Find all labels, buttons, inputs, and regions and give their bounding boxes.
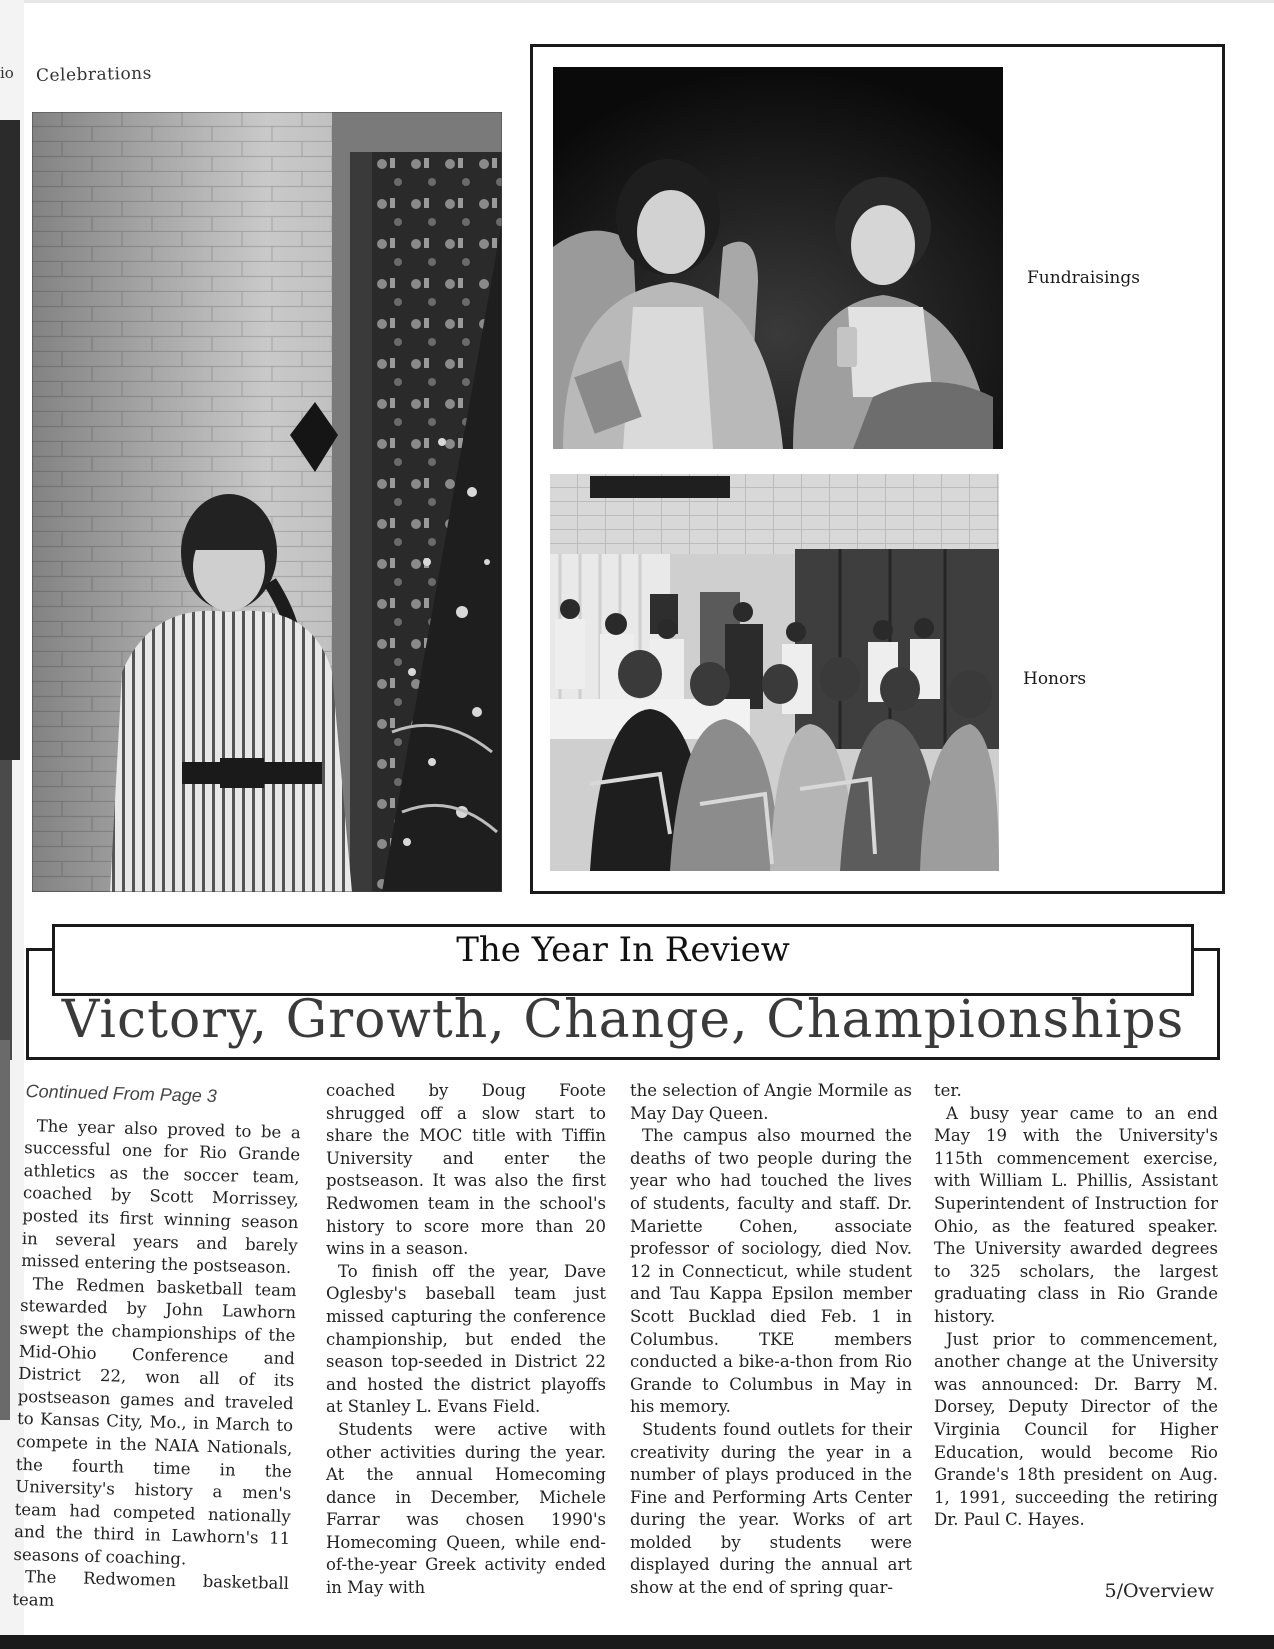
main-headline: Victory, Growth, Change, Championships — [61, 990, 1185, 1050]
caption-honors: Honors — [1023, 669, 1087, 689]
kicker-title: The Year In Review — [456, 930, 790, 970]
section-label: Celebrations — [35, 63, 153, 86]
paragraph: The campus also mourned the deaths of two people during the year who had touched the lives of students, faculty and staff. Dr. Mariette Cohen, associate professor of sociology, died Nov. 12 in Connecticut, while student and Tau Kappa Epsilon member Scott Bucklad died Feb. 1 in Columbus. TKE members conducted a bike-a-thon from Rio Grande to Columbus in May in his memory. — [630, 1126, 912, 1417]
article-column-2 — [326, 1080, 606, 1600]
previous-page-text-fragment: io — [0, 64, 14, 82]
article-column-3 — [630, 1080, 912, 1600]
paragraph: ter. — [934, 1081, 962, 1100]
photo-fundraising-two-women — [553, 67, 1003, 449]
previous-page-edge — [0, 120, 20, 760]
paragraph: Just prior to commencement, another change at the University was announced: Dr. Barry M. Dorsey, Deputy Director of the Virginia Council for Higher Education, would become Rio Grande's 18th president on Aug. 1, 1991, succeeding the retiring Dr. Paul C. Hayes. — [934, 1329, 1218, 1530]
paragraph: Students were active with other activities during the year. At the annual Homecoming dance in December, Michele Farrar was chosen 1990's Homecoming Queen, while end-of-the-year Greek activity ended in May with — [326, 1419, 606, 1598]
previous-page-edge — [0, 760, 12, 1060]
paragraph: The Redwomen basketball team — [12, 1567, 290, 1610]
paragraph: The Redmen basketball team stewarded by John Lawhorn swept the championships of the Mid-Ohio Conference and District 22, won all of its postseason games and traveled to Kansas City, Mo., in March to compete in the NAIA Nationals, the fourth time in the University's history a men's team had competed nationally and the third in Lawhorn's 11 seasons of coaching. — [13, 1273, 297, 1569]
continued-from-note: Continued From Page 3 — [25, 1080, 218, 1106]
paragraph: Students found outlets for their creativity during the year in a number of plays produced in the Fine and Performing Arts Center during the year. Works of art molded by students were displayed during the annual art show at the end of spring quar- — [630, 1419, 912, 1598]
page-top-edge — [0, 0, 1274, 3]
paragraph: A busy year came to an end May 19 with the University's 115th commencement exercise, with William L. Phillis, Assistant Superintendent of Instruction for Ohio, as the featured speaker. The University awarded degrees to 325 scholars, the largest graduating class in Rio Grande history. — [934, 1103, 1218, 1326]
photo-student-holiday-door — [32, 112, 502, 892]
photo-honors-banquet — [550, 474, 999, 871]
paragraph: the selection of Angie Mormile as May Day Queen. — [630, 1081, 912, 1123]
paragraph: To finish off the year, Dave Oglesby's baseball team just missed capturing the conference championship, but ended the season top-seeded in District 22 and hosted the district playoffs at Stanley L. Evans Field. — [326, 1261, 606, 1417]
paragraph: The year also proved to be a successful one for Rio Grande athletics as the soccer team, coached by Scott Morrissey, posted its first winning season in several years and barely missed entering the postseason. — [21, 1115, 301, 1278]
article-column-1 — [12, 1080, 302, 1619]
scan-bottom-edge — [0, 1635, 1274, 1649]
article-column-4 — [934, 1080, 1218, 1532]
paragraph: coached by Doug Foote shrugged off a slow start to share the MOC title with Tiffin University and enter the postseason. It was also the first Redwomen team in the school's history to score more than 20 wins in a season. — [326, 1081, 606, 1259]
previous-page-edge — [0, 1040, 10, 1420]
page-folio: 5/Overview — [1104, 1580, 1214, 1602]
caption-fundraisings: Fundraisings — [1027, 268, 1140, 288]
